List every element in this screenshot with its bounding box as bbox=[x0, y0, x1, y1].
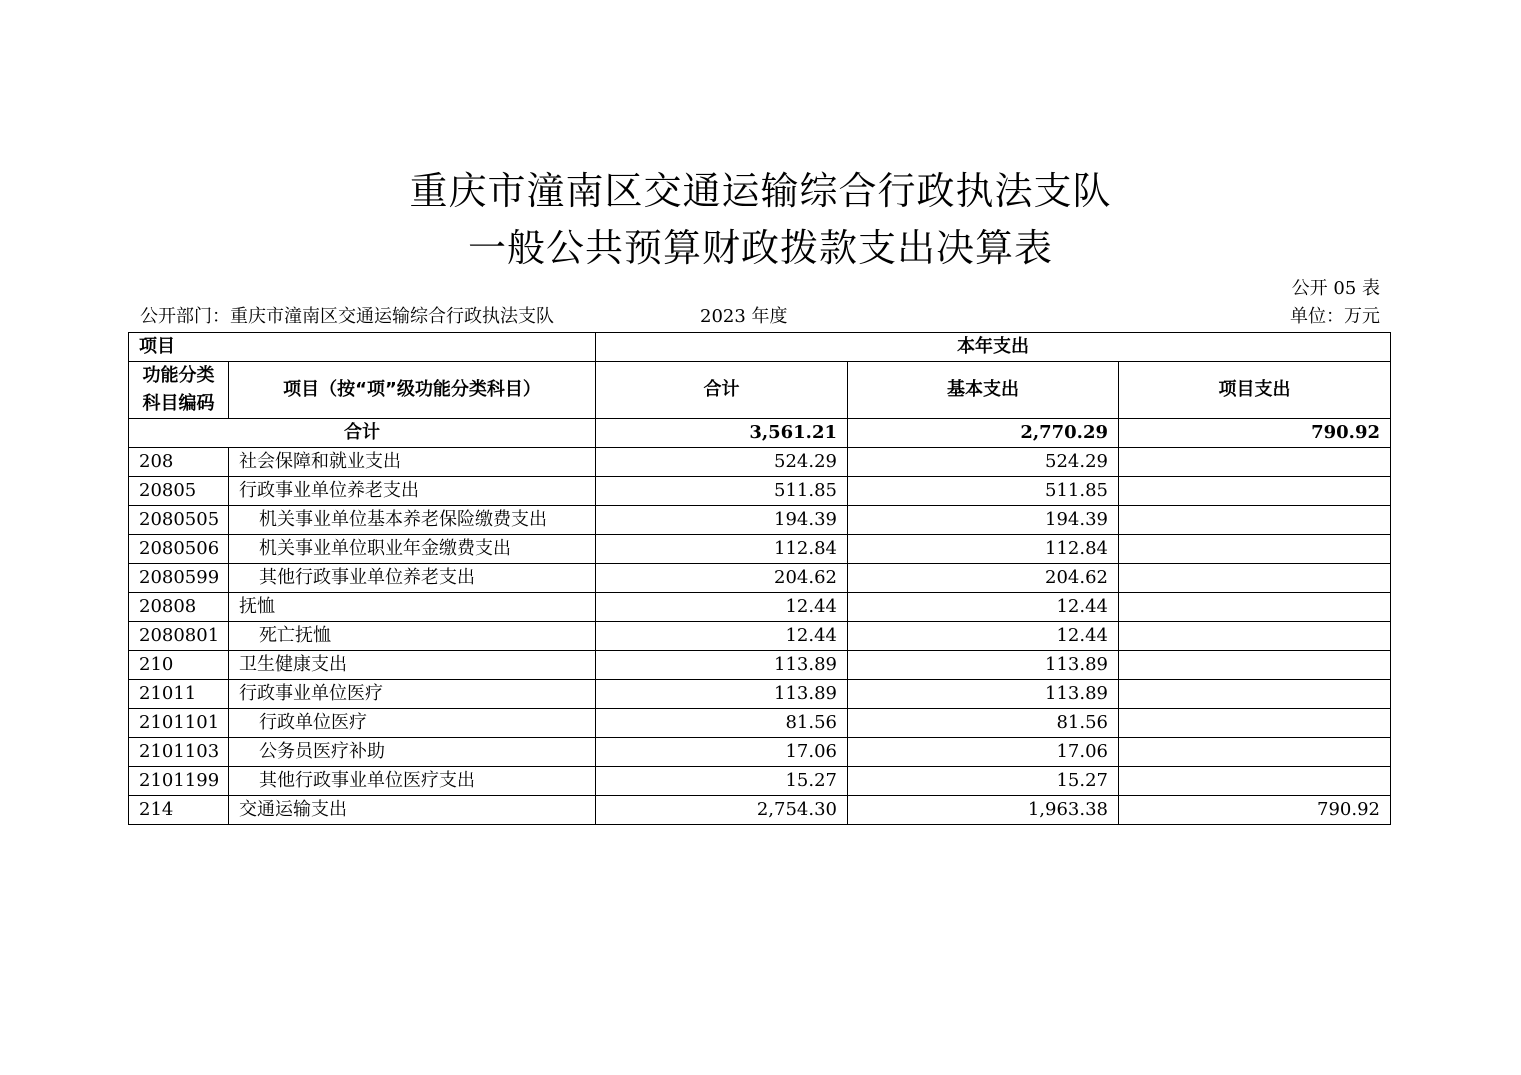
row-basic: 204.62 bbox=[848, 564, 1119, 593]
row-name: 卫生健康支出 bbox=[229, 651, 596, 680]
row-project bbox=[1119, 506, 1391, 535]
row-code: 20805 bbox=[129, 477, 229, 506]
header-item-name: 项目（按“项”级功能分类科目） bbox=[229, 362, 596, 419]
row-code: 20808 bbox=[129, 593, 229, 622]
row-total: 12.44 bbox=[596, 593, 848, 622]
row-name: 其他行政事业单位医疗支出 bbox=[229, 767, 596, 796]
table-row bbox=[129, 738, 1391, 767]
row-basic: 81.56 bbox=[848, 709, 1119, 738]
row-code: 2101103 bbox=[129, 738, 229, 767]
row-basic: 12.44 bbox=[848, 593, 1119, 622]
row-total: 12.44 bbox=[596, 622, 848, 651]
row-project bbox=[1119, 448, 1391, 477]
header-row-2 bbox=[129, 362, 1391, 419]
table-row bbox=[129, 477, 1391, 506]
page-title-line2: 一般公共预算财政拨款支出决算表 bbox=[467, 226, 1053, 270]
row-total: 113.89 bbox=[596, 680, 848, 709]
row-name: 死亡抚恤 bbox=[229, 622, 596, 651]
header-item: 项目 bbox=[129, 333, 596, 362]
row-project bbox=[1119, 738, 1391, 767]
row-name: 行政事业单位医疗 bbox=[229, 680, 596, 709]
total-amount: 3,561.21 bbox=[596, 419, 848, 448]
table-row bbox=[129, 796, 1391, 825]
row-total: 524.29 bbox=[596, 448, 848, 477]
header-basic: 基本支出 bbox=[848, 362, 1119, 419]
row-name: 社会保障和就业支出 bbox=[229, 448, 596, 477]
row-code: 210 bbox=[129, 651, 229, 680]
row-total: 17.06 bbox=[596, 738, 848, 767]
row-name: 交通运输支出 bbox=[229, 796, 596, 825]
table-row bbox=[129, 593, 1391, 622]
row-basic: 113.89 bbox=[848, 680, 1119, 709]
page-title-line1: 重庆市潼南区交通运输综合行政执法支队 bbox=[409, 169, 1112, 213]
header-project: 项目支出 bbox=[1119, 362, 1391, 419]
row-project bbox=[1119, 622, 1391, 651]
total-basic: 2,770.29 bbox=[848, 419, 1119, 448]
row-basic: 15.27 bbox=[848, 767, 1119, 796]
row-total: 2,754.30 bbox=[596, 796, 848, 825]
row-code: 2080505 bbox=[129, 506, 229, 535]
row-basic: 12.44 bbox=[848, 622, 1119, 651]
row-project bbox=[1119, 564, 1391, 593]
budget-table bbox=[128, 332, 1391, 825]
fiscal-year: 2023 年度 bbox=[700, 306, 788, 327]
row-name: 机关事业单位职业年金缴费支出 bbox=[229, 535, 596, 564]
row-basic: 194.39 bbox=[848, 506, 1119, 535]
header-row-1 bbox=[129, 333, 1391, 362]
row-code: 208 bbox=[129, 448, 229, 477]
row-basic: 113.89 bbox=[848, 651, 1119, 680]
row-total: 511.85 bbox=[596, 477, 848, 506]
row-project bbox=[1119, 535, 1391, 564]
row-basic: 511.85 bbox=[848, 477, 1119, 506]
total-project: 790.92 bbox=[1119, 419, 1391, 448]
row-name: 其他行政事业单位养老支出 bbox=[229, 564, 596, 593]
row-name: 机关事业单位基本养老保险缴费支出 bbox=[229, 506, 596, 535]
row-project bbox=[1119, 767, 1391, 796]
row-name: 公务员医疗补助 bbox=[229, 738, 596, 767]
row-total: 113.89 bbox=[596, 651, 848, 680]
form-number: 公开 05 表 bbox=[1291, 278, 1380, 299]
row-name: 行政事业单位养老支出 bbox=[229, 477, 596, 506]
table-row bbox=[129, 767, 1391, 796]
row-basic: 1,963.38 bbox=[848, 796, 1119, 825]
row-code: 2080506 bbox=[129, 535, 229, 564]
row-total: 204.62 bbox=[596, 564, 848, 593]
header-total: 合计 bbox=[596, 362, 848, 419]
row-total: 81.56 bbox=[596, 709, 848, 738]
row-project bbox=[1119, 593, 1391, 622]
table-row bbox=[129, 535, 1391, 564]
row-basic: 524.29 bbox=[848, 448, 1119, 477]
row-code: 214 bbox=[129, 796, 229, 825]
table-row bbox=[129, 622, 1391, 651]
row-code: 2101101 bbox=[129, 709, 229, 738]
row-name: 抚恤 bbox=[229, 593, 596, 622]
total-label: 合计 bbox=[129, 419, 596, 448]
table-row bbox=[129, 506, 1391, 535]
table-row bbox=[129, 564, 1391, 593]
table-row bbox=[129, 448, 1391, 477]
row-project bbox=[1119, 709, 1391, 738]
row-total: 15.27 bbox=[596, 767, 848, 796]
unit-label: 单位：万元 bbox=[1290, 306, 1380, 327]
row-name: 行政单位医疗 bbox=[229, 709, 596, 738]
row-code: 21011 bbox=[129, 680, 229, 709]
row-basic: 112.84 bbox=[848, 535, 1119, 564]
department-label: 公开部门：重庆市潼南区交通运输综合行政执法支队 bbox=[140, 306, 554, 327]
row-code: 2080801 bbox=[129, 622, 229, 651]
table-row bbox=[129, 680, 1391, 709]
row-project bbox=[1119, 651, 1391, 680]
row-basic: 17.06 bbox=[848, 738, 1119, 767]
row-code: 2101199 bbox=[129, 767, 229, 796]
table-row bbox=[129, 709, 1391, 738]
row-total: 112.84 bbox=[596, 535, 848, 564]
row-project bbox=[1119, 477, 1391, 506]
row-project: 790.92 bbox=[1119, 796, 1391, 825]
header-func-code: 功能分类科目编码 bbox=[129, 362, 229, 419]
table-row bbox=[129, 651, 1391, 680]
row-project bbox=[1119, 680, 1391, 709]
row-code: 2080599 bbox=[129, 564, 229, 593]
header-current-expense: 本年支出 bbox=[596, 333, 1391, 362]
total-row bbox=[129, 419, 1391, 448]
row-total: 194.39 bbox=[596, 506, 848, 535]
